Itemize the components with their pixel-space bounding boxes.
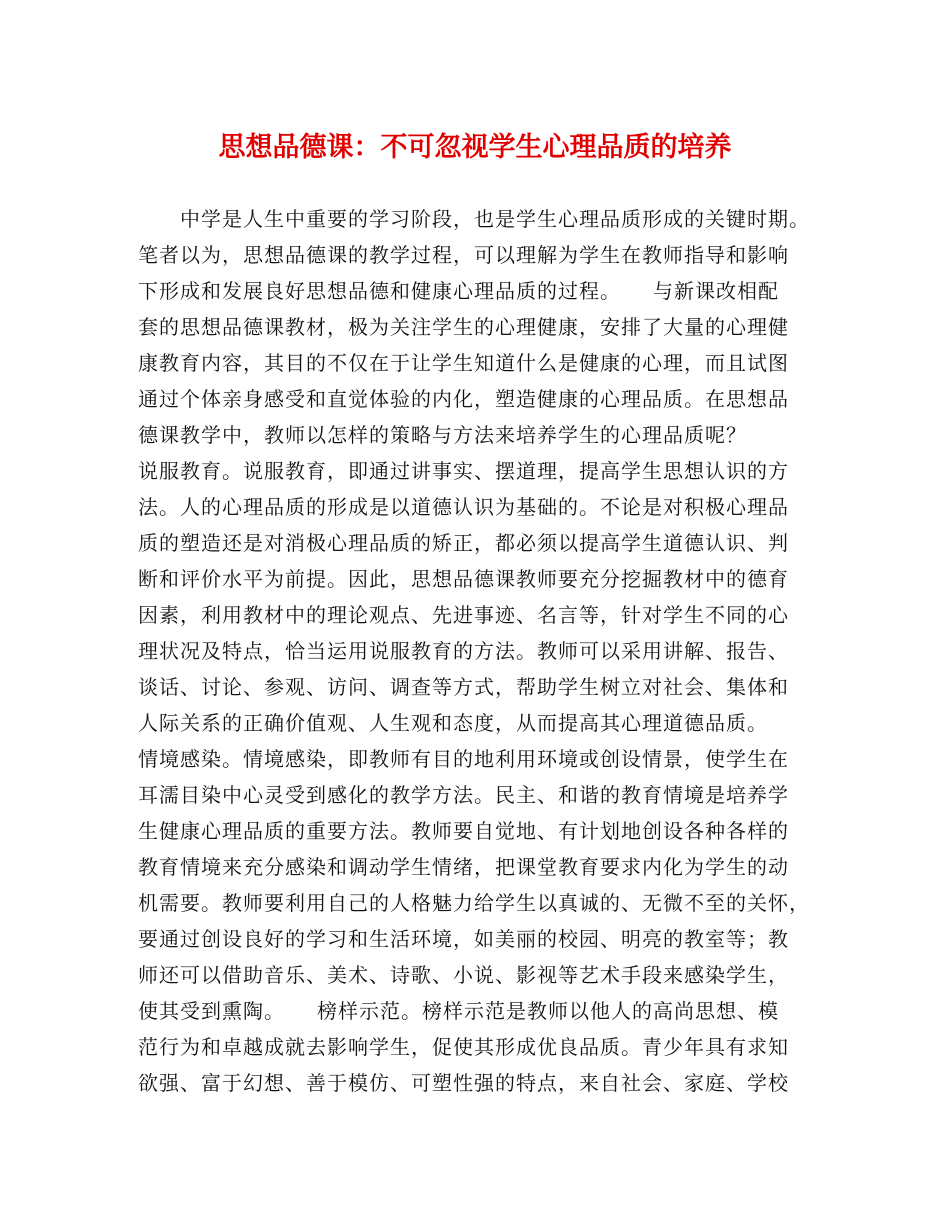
text-line: 使其受到熏陶。 榜样示范。榜样示范是教师以他人的高尚思想、模: [138, 999, 779, 1023]
text-line: 教育情境来充分感染和调动学生情绪，把课堂教育要求内化为学生的动: [138, 855, 789, 879]
text-line: 人际关系的正确价值观、人生观和态度，从而提高其心理道德品质。: [138, 711, 768, 735]
text-line: 断和评价水平为前提。因此，思想品德课教师要充分挖掘教材中的德育: [138, 567, 789, 591]
text-line: 欲强、富于幻想、善于模仿、可塑性强的特点，来自社会、家庭、学校: [138, 1071, 789, 1095]
text-line: 通过个体亲身感受和直觉体验的内化，塑造健康的心理品质。在思想品: [138, 387, 789, 411]
text-line: 理状况及特点，恰当运用说服教育的方法。教师可以采用讲解、报告、: [138, 639, 789, 663]
text-line: 笔者以为，思想品德课的教学过程，可以理解为学生在教师指导和影响: [138, 243, 789, 267]
text-line: 范行为和卓越成就去影响学生，促使其形成优良品质。青少年具有求知: [138, 1035, 789, 1059]
document-title: 思想品德课：不可忽视学生心理品质的培养: [218, 132, 732, 163]
text-line: 谈话、讨论、参观、访问、调查等方式，帮助学生树立对社会、集体和: [138, 675, 789, 699]
text-line: 说服教育。说服教育，即通过讲事实、摆道理，提高学生思想认识的方: [138, 459, 789, 483]
text-line: 耳濡目染中心灵受到感化的教学方法。民主、和谐的教育情境是培养学: [138, 783, 789, 807]
text-line: 中学是人生中重要的学习阶段，也是学生心理品质形成的关键时期。: [138, 207, 810, 231]
text-line: 下形成和发展良好思想品德和健康心理品质的过程。 与新课改相配: [138, 279, 779, 303]
text-line: 情境感染。情境感染，即教师有目的地利用环境或创设情景，使学生在: [138, 747, 789, 771]
text-line: 机需要。教师要利用自己的人格魅力给学生以真诚的、无微不至的关怀，: [138, 891, 810, 915]
text-line: 质的塑造还是对消极心理品质的矫正，都必须以提高学生道德认识、判: [138, 531, 789, 555]
text-line: 法。人的心理品质的形成是以道德认识为基础的。不论是对积极心理品: [138, 495, 789, 519]
text-line: 套的思想品德课教材，极为关注学生的心理健康，安排了大量的心理健: [138, 315, 789, 339]
text-line: 因素，利用教材中的理论观点、先进事迹、名言等，针对学生不同的心: [138, 603, 789, 627]
text-line: 要通过创设良好的学习和生活环境，如美丽的校园、明亮的教室等；教: [138, 927, 789, 951]
text-line: 德课教学中，教师以怎样的策略与方法来培养学生的心理品质呢？: [138, 423, 747, 447]
text-line: 师还可以借助音乐、美术、诗歌、小说、影视等艺术手段来感染学生，: [138, 963, 789, 987]
text-line: 生健康心理品质的重要方法。教师要自觉地、有计划地创设各种各样的: [138, 819, 789, 843]
text-line: 康教育内容，其目的不仅在于让学生知道什么是健康的心理，而且试图: [138, 351, 789, 375]
